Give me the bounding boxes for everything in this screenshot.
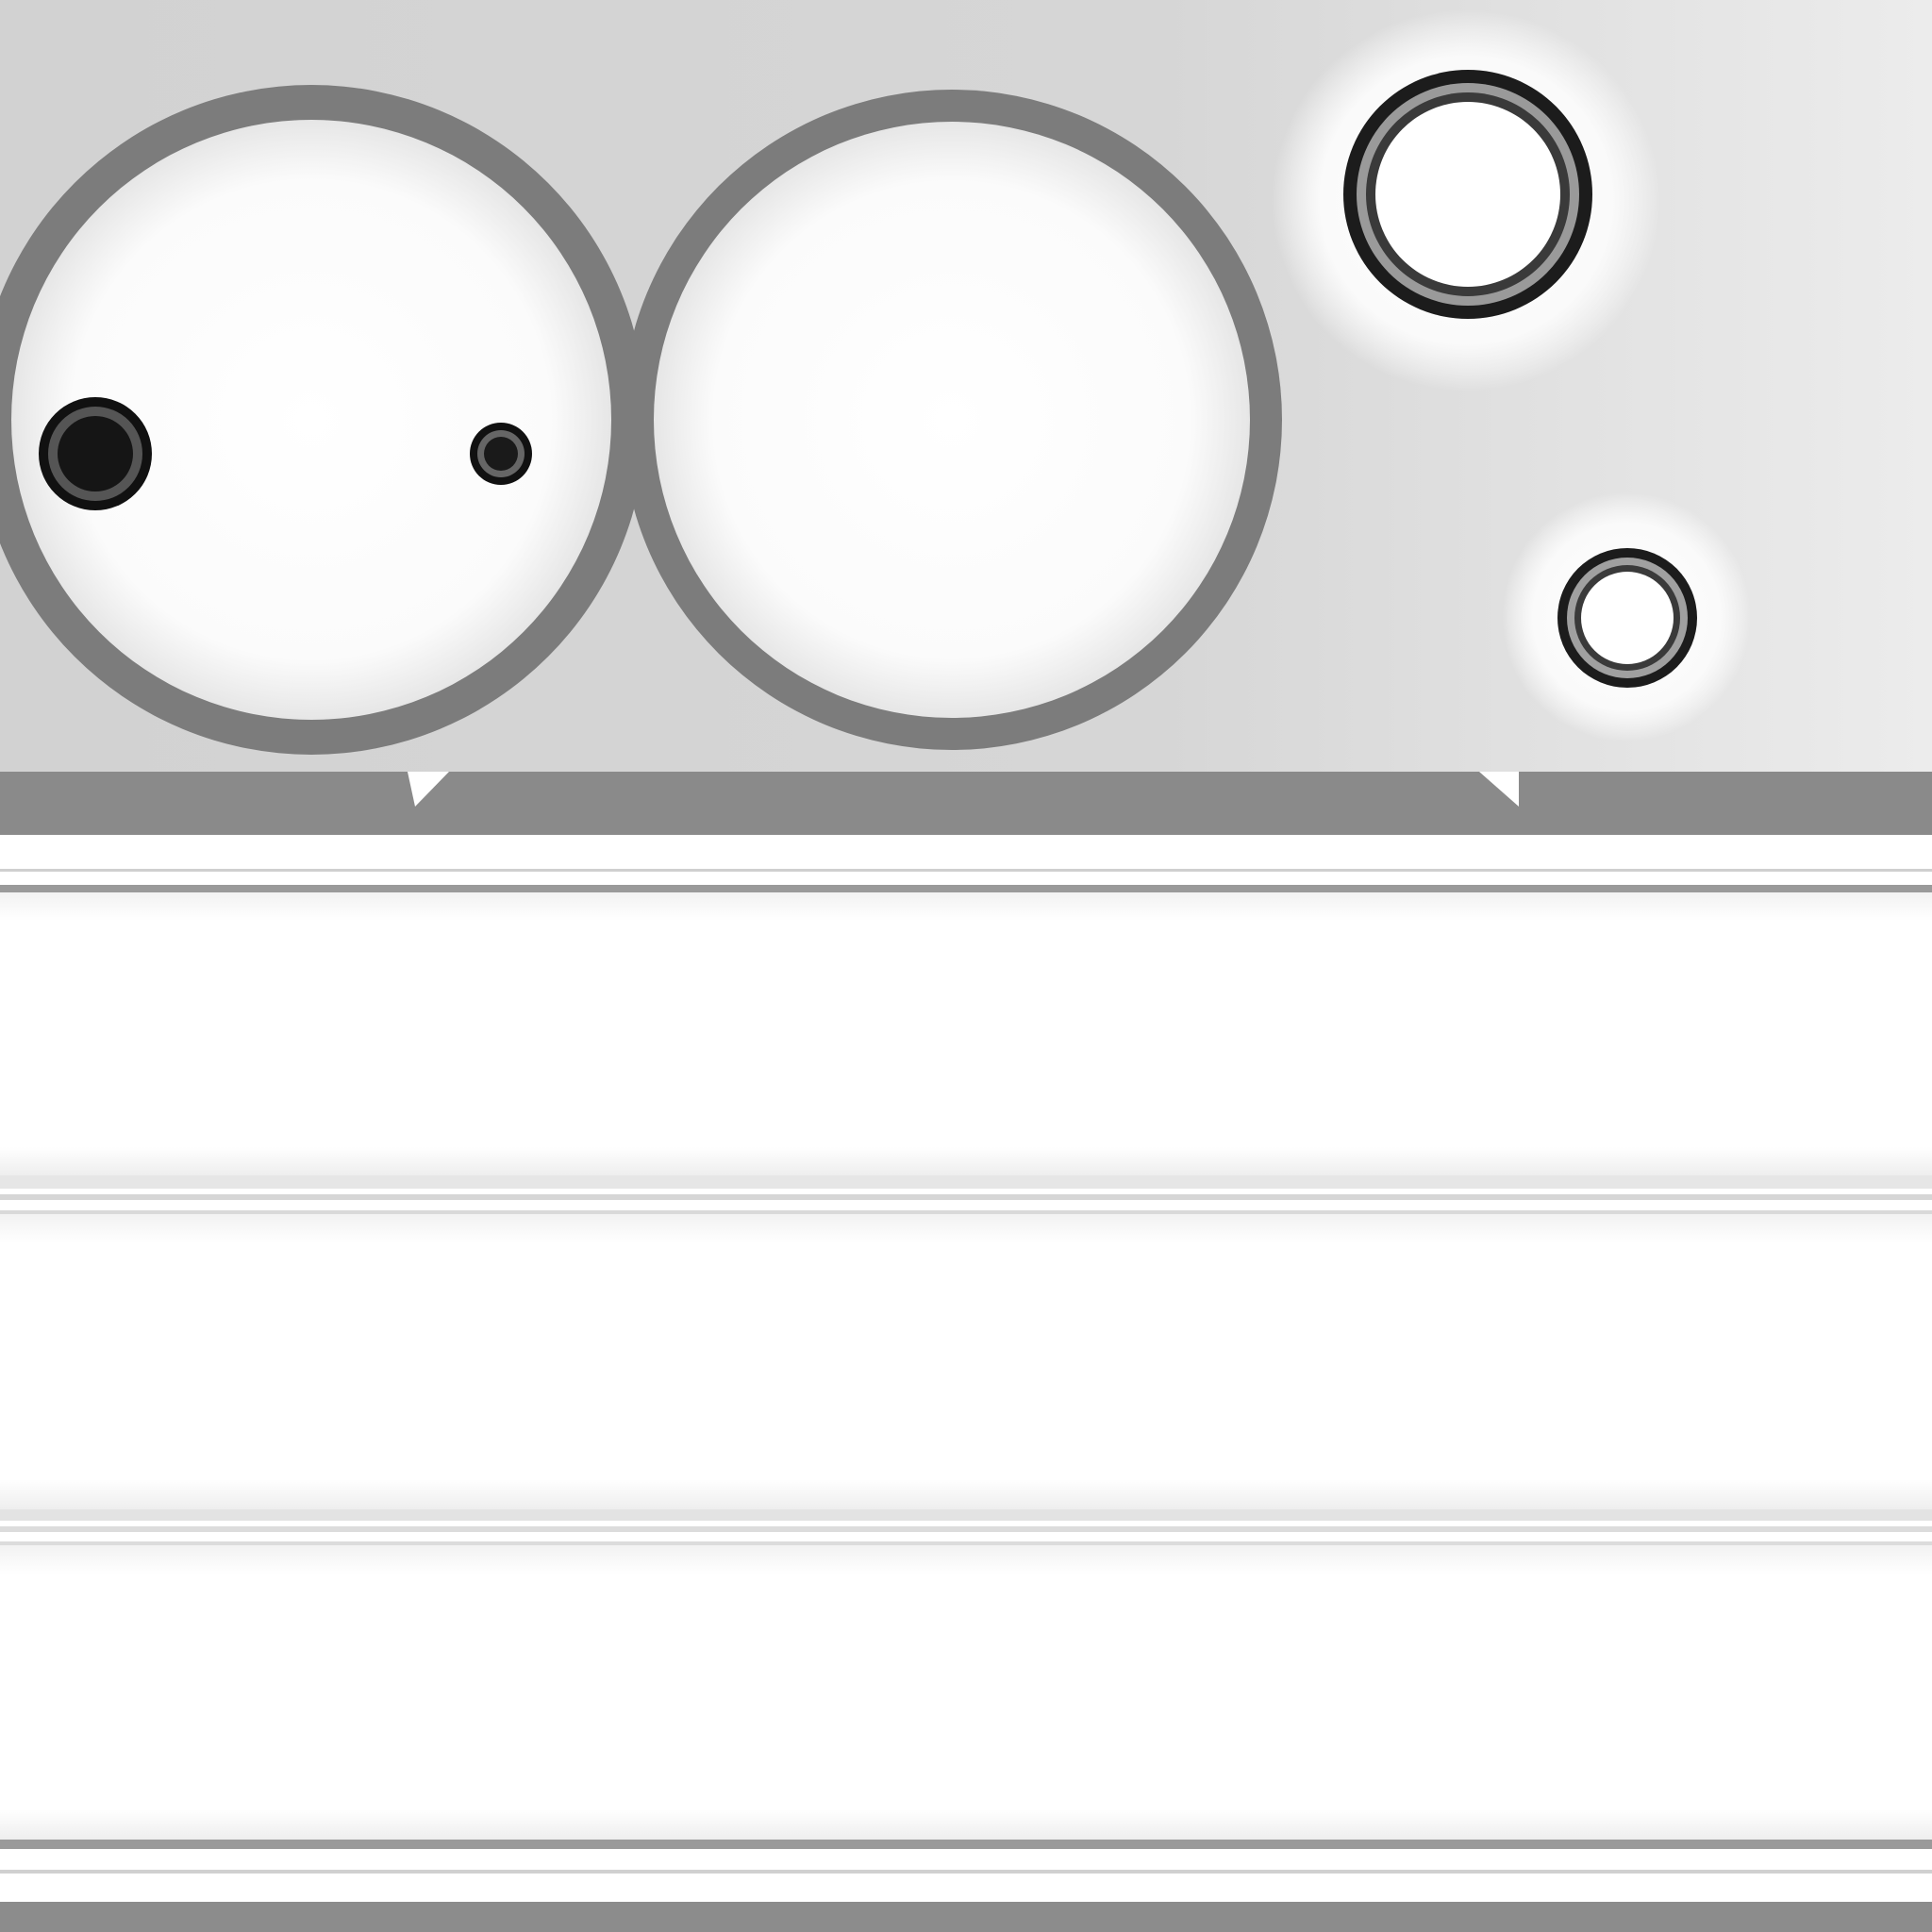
band-1: [0, 892, 1932, 1175]
eyelet-small: [1502, 492, 1751, 741]
stripe-line: [0, 1175, 1932, 1189]
band-3: [0, 1545, 1932, 1840]
strip-top-white: [0, 835, 1932, 869]
large-ring-center: [622, 90, 1282, 750]
divider-bar: [0, 772, 1932, 835]
dark-dot-icon: [470, 423, 532, 485]
stripe-line: [0, 1210, 1932, 1214]
stripe-line: [0, 1189, 1932, 1194]
large-ring-left: [0, 85, 646, 755]
dark-dot-icon: [39, 397, 152, 510]
band-2: [0, 1214, 1932, 1509]
stripe-line: [0, 1870, 1932, 1874]
stripe-line: [0, 885, 1932, 892]
eyelet-large: [1272, 9, 1660, 391]
stripe-line: [0, 1526, 1932, 1532]
stripe-line: [0, 1509, 1932, 1521]
bottom-bar: [0, 1902, 1932, 1932]
stripe-line: [0, 1849, 1932, 1870]
stripe-line: [0, 1521, 1932, 1526]
strip-bottom-white: [0, 1874, 1932, 1902]
stripe-line: [0, 869, 1932, 872]
stripe-line: [0, 1194, 1932, 1200]
stripe-line: [0, 1840, 1932, 1849]
stripe-line: [0, 1541, 1932, 1545]
